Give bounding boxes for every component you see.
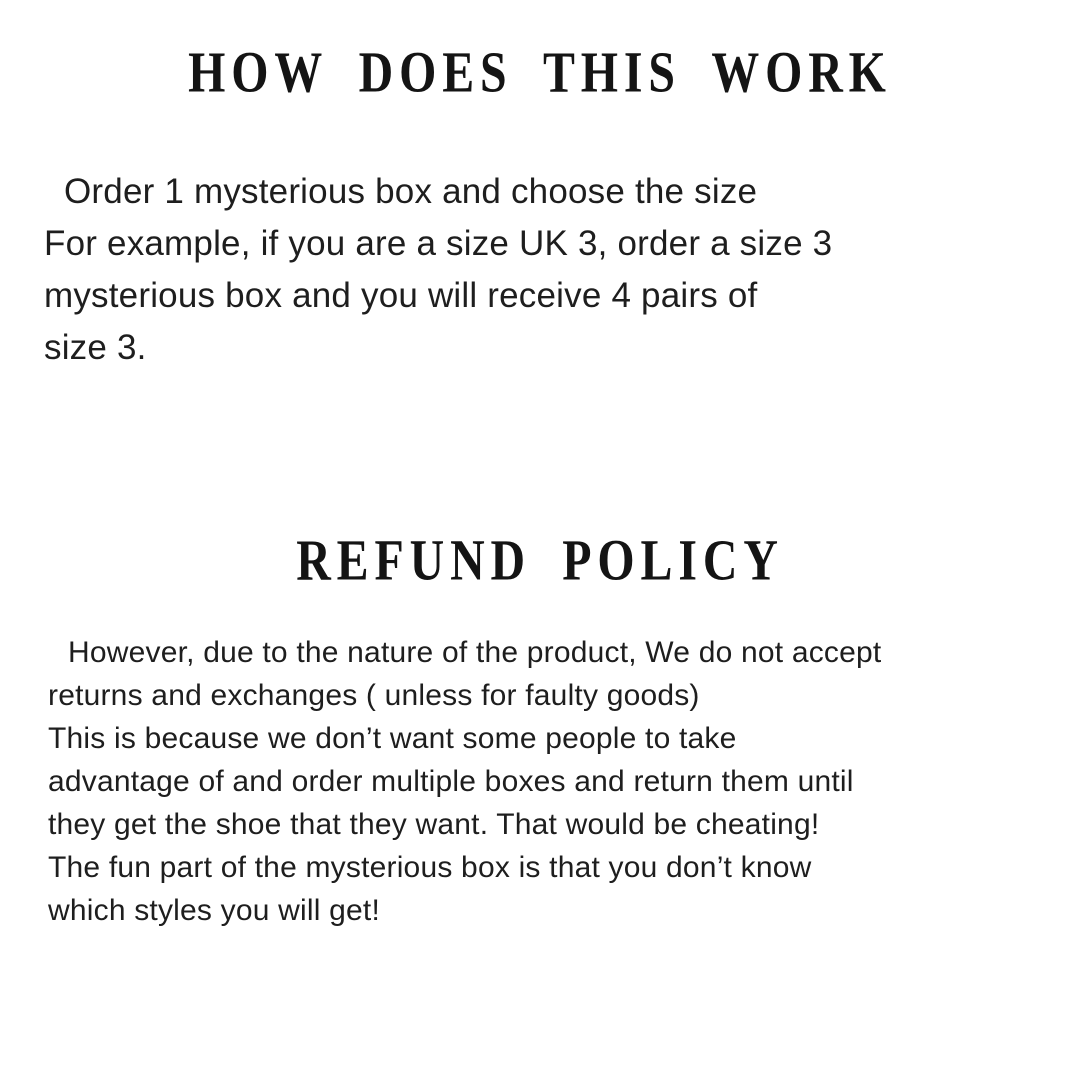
text-line: size 3.: [44, 328, 147, 367]
text-line: mysterious box and you will receive 4 pairs of: [44, 276, 758, 315]
text-line: advantage of and order multiple boxes and return them until: [48, 765, 854, 798]
text-line: The fun part of the mysterious box is that you don’t know: [48, 851, 812, 884]
text-line: For example, if you are a size UK 3, order a size 3: [44, 224, 833, 263]
text-line: they get the shoe that they want. That would be cheating!: [48, 808, 820, 841]
refund-policy-paragraph: [48, 631, 881, 932]
section-heading-refund-policy: REFUND POLICY: [296, 528, 784, 593]
section-heading-how-it-works: HOW DOES THIS WORK: [188, 40, 892, 105]
text-line: which styles you will get!: [48, 894, 380, 927]
how-it-works-paragraph: [44, 166, 832, 374]
text-line: returns and exchanges ( unless for faulty goods): [48, 679, 700, 712]
text-line: However, due to the nature of the product, We do not accept: [68, 636, 882, 669]
text-line: Order 1 mysterious box and choose the size: [64, 172, 758, 211]
text-line: This is because we don’t want some people to take: [48, 722, 737, 755]
